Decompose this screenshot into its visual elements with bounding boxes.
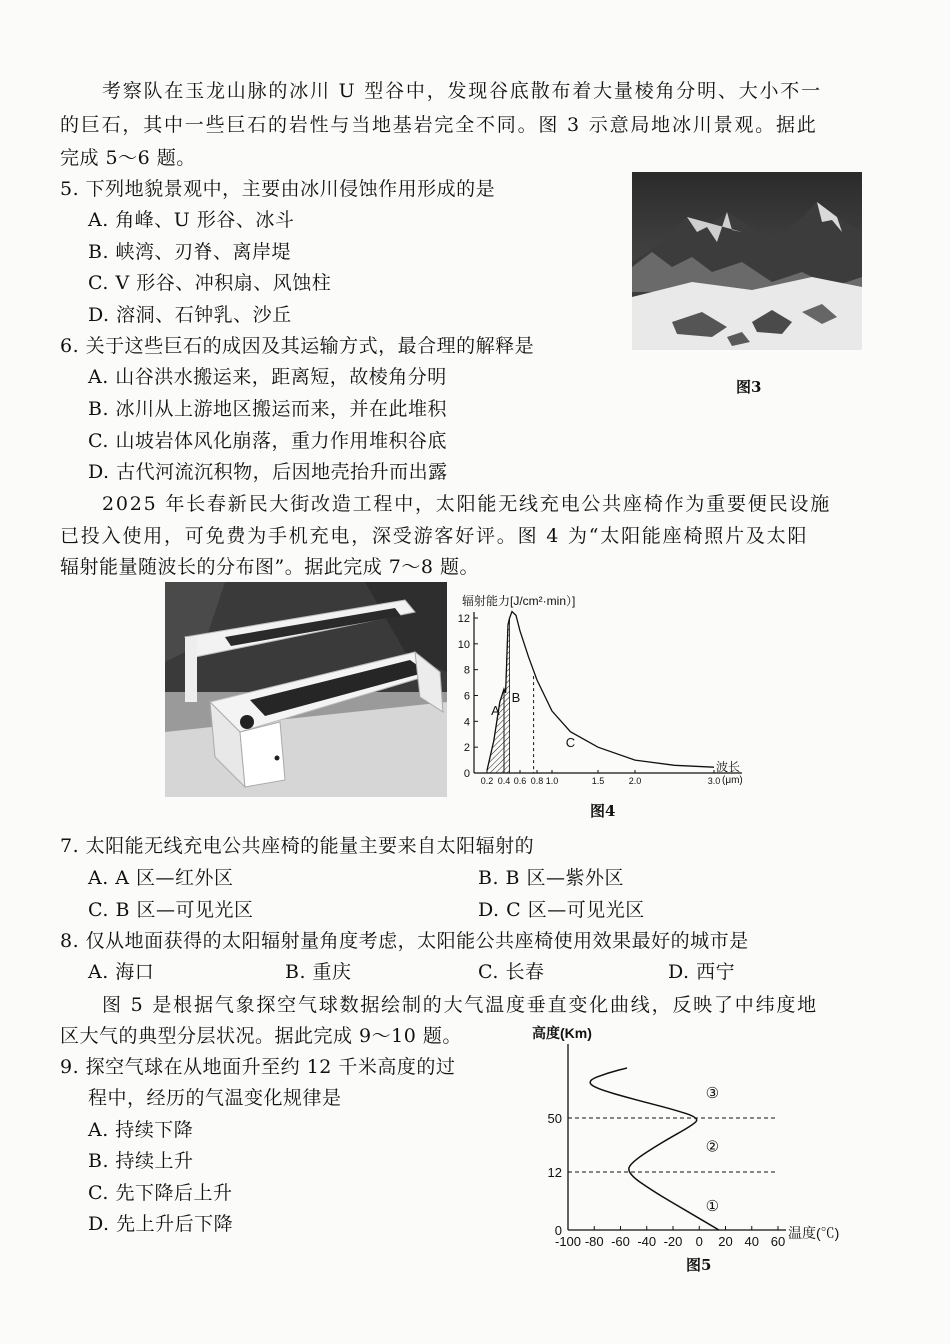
temperature-profile-svg: [520, 1016, 860, 1278]
fig4-x-tick-label: 3.0: [707, 776, 721, 786]
fig5-x-label: 温度(℃): [788, 1225, 840, 1241]
q7-option-b: B. B 区—紫外区: [478, 867, 625, 889]
q7-option-c: C. B 区—可见光区: [88, 899, 254, 921]
fig4-x-tick-label: 0.8: [530, 776, 544, 786]
intro2-line3: 辐射能量随波长的分布图”。据此完成 7～8 题。: [60, 556, 479, 578]
intro1-line2: 的巨石，其中一些巨石的岩性与当地基岩完全不同。图 3 示意局地冰川景观。据此: [60, 114, 818, 136]
fig4-y-tick-label: 12: [457, 613, 470, 625]
intro3-line2: 区大气的典型分层状况。据此完成 9～10 题。: [60, 1025, 462, 1047]
fig5-layer-label: ①: [705, 1197, 720, 1215]
intro1-line1: 考察队在玉龙山脉的冰川 U 型谷中，发现谷底散布着大量棱角分明、大小不一: [102, 80, 822, 102]
intro2-line1: 2025 年长春新民大街改造工程中，太阳能无线充电公共座椅作为重要便民设施: [102, 493, 831, 515]
fig3-caption: 图3: [736, 378, 762, 396]
fig4-x-tick-label: 0.6: [513, 776, 527, 786]
q5-option-c: C. V 形谷、冲积扇、风蚀柱: [88, 272, 332, 294]
q6-option-c: C. 山坡岩体风化崩落，重力作用堆积谷底: [88, 430, 447, 452]
temperature-profile-chart: [520, 1016, 860, 1278]
fig4-x-tick-label: 2.0: [628, 776, 642, 786]
fig4-y-tick-label: 8: [463, 664, 470, 677]
fig5-y-tick-label: 0: [554, 1223, 562, 1238]
q9-stem-line2: 程中，经历的气温变化规律是: [88, 1087, 342, 1109]
fig4-y-tick-label: 10: [457, 638, 470, 651]
fig5-x-tick-label: -40: [637, 1234, 657, 1249]
q9-option-d: D. 先上升后下降: [88, 1213, 234, 1235]
fig4-y-tick-label: 4: [463, 716, 470, 729]
fig4-y-tick-label: 6: [463, 690, 470, 703]
fig4-region-label: C: [565, 735, 576, 751]
solar-bench-photo: [165, 582, 447, 797]
q6-option-d: D. 古代河流沉积物，后因地壳抬升而出露: [88, 461, 448, 483]
fig4-x-tick-label: 0.4: [497, 776, 511, 786]
q9-option-a: A. 持续下降: [88, 1119, 194, 1141]
fig5-y-label: 高度(Km): [532, 1025, 592, 1041]
fig4-y-tick-label: 0: [463, 768, 470, 780]
fig5-x-tick-label: 60: [770, 1234, 786, 1249]
q5-option-a: A. 角峰、U 形谷、冰斗: [88, 209, 295, 231]
q9-stem-line1: 9. 探空气球在从地面升至约 12 千米高度的过: [60, 1056, 456, 1078]
glacier-photo: [632, 172, 862, 350]
q6-option-b: B. 冰川从上游地区搬运而来，并在此堆积: [88, 398, 448, 420]
q8-stem: 8. 仅从地面获得的太阳辐射量角度考虑，太阳能公共座椅使用效果最好的城市是: [60, 930, 749, 952]
fig5-layer-label: ③: [705, 1085, 720, 1102]
q9-option-b: B. 持续上升: [88, 1150, 194, 1172]
fig5-x-tick-label: -60: [611, 1234, 630, 1249]
fig4-caption: 图4: [590, 802, 616, 820]
fig5-temperature-curve: [590, 1068, 719, 1230]
fig5-x-tick-label: -100: [554, 1234, 582, 1249]
q6-stem: 6. 关于这些巨石的成因及其运输方式，最合理的解释是: [60, 335, 535, 357]
fig5-y-tick-label: 12: [547, 1165, 562, 1180]
q7-option-a: A. A 区—红外区: [88, 867, 234, 889]
fig5-x-tick-label: 20: [718, 1234, 733, 1249]
q7-option-d: D. C 区—可见光区: [478, 899, 645, 921]
fig4-x-tick-label: 1.0: [545, 776, 559, 786]
intro1-line3: 完成 5～6 题。: [60, 147, 196, 169]
q7-stem: 7. 太阳能无线充电公共座椅的能量主要来自太阳辐射的: [60, 835, 535, 857]
fig4-y-label: 辐射能力[J/cm²·min）]: [462, 594, 576, 608]
q9-option-c: C. 先下降后上升: [88, 1182, 233, 1204]
fig5-x-tick-label: -80: [584, 1234, 604, 1249]
q8-option-b: B. 重庆: [285, 961, 352, 983]
fig4-x-label: 波长: [716, 760, 741, 774]
fig4-y-tick-label: 2: [463, 742, 470, 755]
fig5-caption: 图5: [686, 1256, 712, 1274]
fig4-region-label: B: [511, 689, 521, 705]
fig4-curve: [487, 612, 714, 771]
q8-option-d: D. 西宁: [668, 961, 736, 983]
q5-option-d: D. 溶洞、石钟乳、沙丘: [88, 304, 292, 326]
intro2-line2: 已投入使用，可免费为手机充电，深受游客好评。图 4 为“太阳能座椅照片及太阳: [60, 525, 809, 547]
fig4-x-unit: (μm): [722, 775, 743, 786]
radiation-chart-svg: [452, 590, 752, 805]
fig4-x-tick-label: 0.2: [480, 776, 494, 786]
radiation-chart: [452, 590, 752, 805]
q8-option-c: C. 长春: [478, 961, 545, 983]
q5-stem: 5. 下列地貌景观中，主要由冰川侵蚀作用形成的是: [60, 178, 496, 200]
fig5-x-tick-label: 40: [744, 1234, 759, 1249]
fig5-y-tick-label: 50: [547, 1111, 562, 1126]
intro3-line1: 图 5 是根据气象探空气球数据绘制的大气温度垂直变化曲线，反映了中纬度地: [102, 994, 818, 1016]
fig4-x-tick-label: 1.5: [591, 776, 605, 786]
fig5-x-tick-label: -20: [663, 1234, 683, 1249]
fig5-x-tick-label: 0: [695, 1234, 703, 1249]
q8-option-a: A. 海口: [88, 961, 155, 983]
fig4-region-label: A: [491, 702, 500, 718]
fig5-layer-label: ②: [705, 1138, 720, 1156]
q6-option-a: A. 山谷洪水搬运来，距离短，故棱角分明: [88, 366, 447, 388]
q5-option-b: B. 峡湾、刃脊、离岸堤: [88, 241, 292, 263]
